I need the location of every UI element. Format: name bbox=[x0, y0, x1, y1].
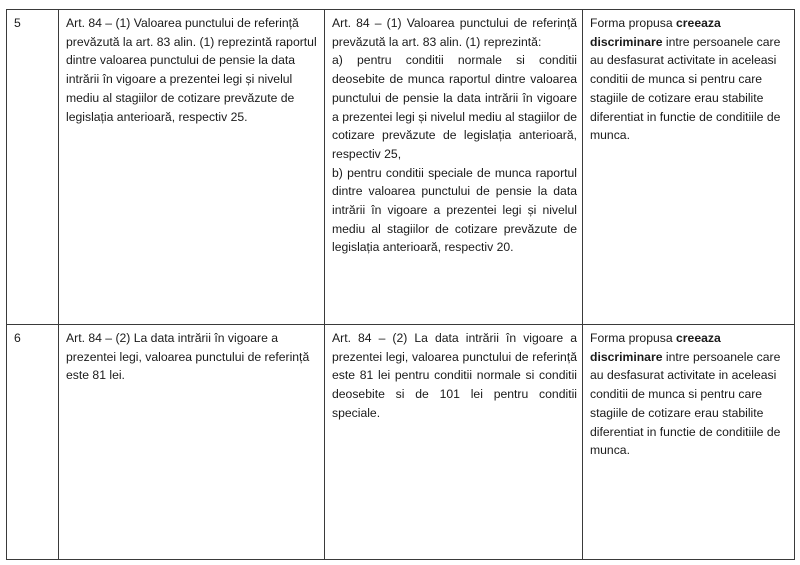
motivation-cell bbox=[583, 325, 795, 560]
motivation-cell bbox=[583, 10, 795, 325]
proposed-item-a: a) pentru conditii normale si conditii deosebite de munca raportul dintre valoarea punctului de pensie la data intrării în vigoare a prezentei legi și nivelul mediu al stagiilor de cotizare prevăzute de legislația anterioară, respectiv 25, bbox=[332, 53, 577, 161]
motivation-prefix: Forma propusa bbox=[590, 331, 677, 345]
row-number-cell bbox=[7, 325, 59, 560]
motivation-rest: intre persoanele care au desfasurat activitate in aceleasi conditii de munca si pentru care stagiile de cotizare erau stabilite diferentiat in functie de conditiile de munca. bbox=[590, 34, 781, 143]
original-text: Art. 84 – (2) La data intrării în vigoare a prezentei legi, valoarea punctului de referință este 81 lei. bbox=[66, 331, 310, 383]
proposed-intro: Art. 84 – (1) Valoarea punctului de referință prevăzută la art. 83 alin. (1) reprezintă: bbox=[332, 16, 577, 49]
motivation-rest: intre persoanele care au desfasurat activitate in aceleasi conditii de munca si pentru care stagiile de cotizare erau stabilite diferentiat in functie de conditiile de munca. bbox=[590, 349, 781, 458]
original-text: Art. 84 – (1) Valoarea punctului de referință prevăzută la art. 83 alin. (1) reprezintă raportul dintre valoarea punctului de pensie la data intrării în vigoare a prezentei legi și nivelul mediu al stagiilor de cotizare prevăzute de legislația anterioară, respectiv 25. bbox=[66, 16, 317, 124]
motivation-emphasis: creeaza discriminare bbox=[590, 331, 721, 364]
original-text-cell bbox=[59, 10, 325, 325]
table-row bbox=[7, 10, 795, 325]
proposed-text-cell bbox=[325, 325, 583, 560]
motivation-emphasis: creeaza discriminare bbox=[590, 16, 721, 49]
proposed-text: Art. 84 – (2) La data intrării în vigoare a prezentei legi, valoarea punctului de referință este 81 lei pentru conditii normale si conditii deosebite si de 101 lei pentru conditii speciale. bbox=[332, 331, 577, 420]
proposed-item-b: b) pentru conditii speciale de munca raportul dintre valoarea punctului de pensie la data intrării în vigoare a prezentei legi și nivelul mediu al stagiilor de cotizare prevăzute de legislația anterioară, respectiv 20. bbox=[332, 165, 577, 255]
original-text-cell bbox=[59, 325, 325, 560]
row-number-cell bbox=[7, 10, 59, 325]
amendments-table bbox=[6, 9, 795, 560]
table-row bbox=[7, 325, 795, 560]
proposed-text-cell bbox=[325, 10, 583, 325]
row-number: 5 bbox=[14, 16, 21, 30]
motivation-prefix: Forma propusa bbox=[590, 16, 677, 30]
row-number: 6 bbox=[14, 331, 21, 345]
